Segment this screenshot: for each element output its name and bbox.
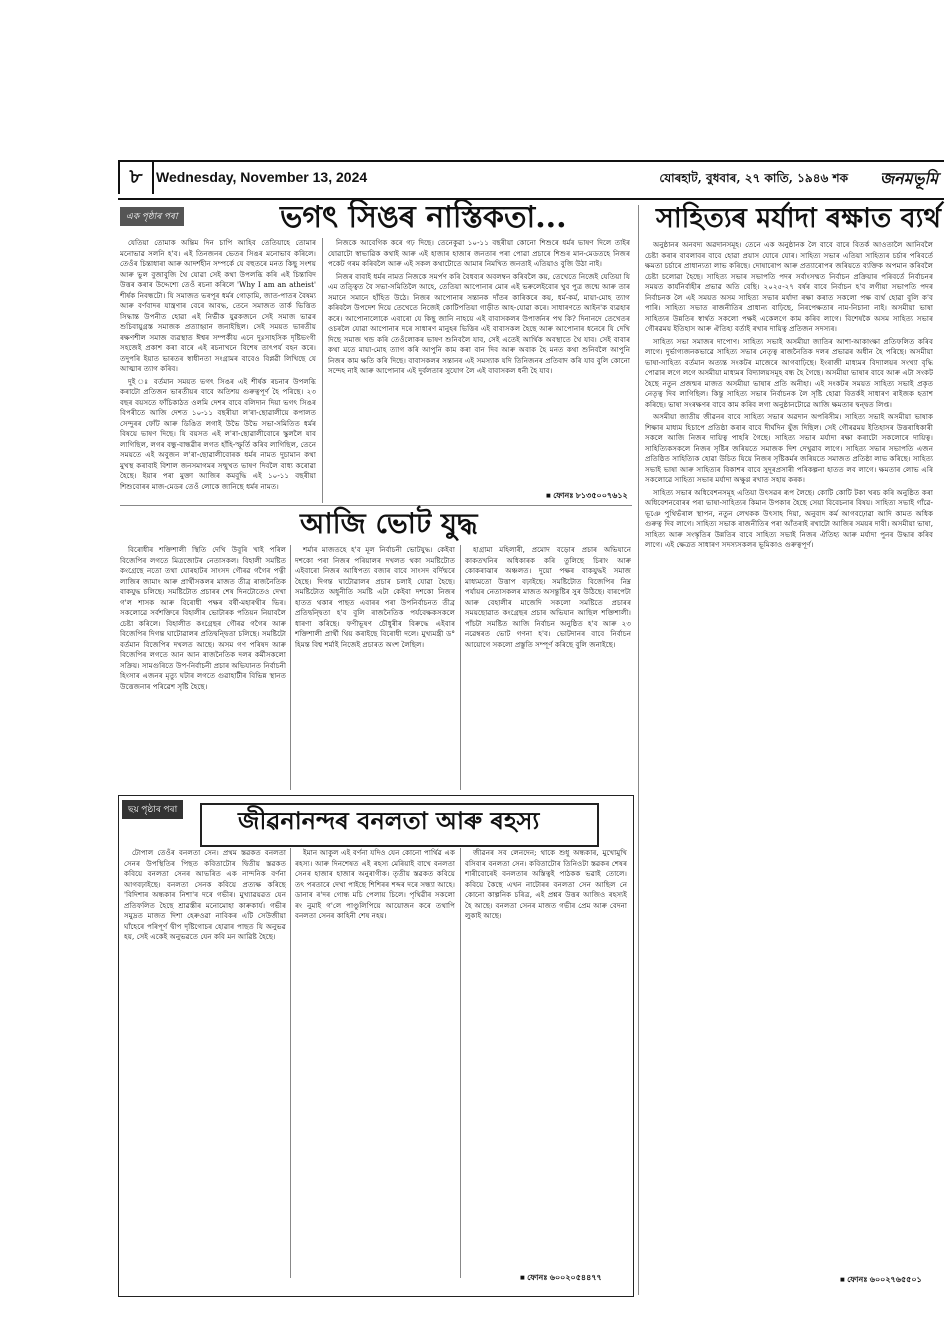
article1-contact: ■ ফোনঃ ৮১৩৫০০৭৬১২ [546, 491, 628, 500]
column-rule [290, 545, 291, 790]
article3-headline: আজি ভোট যুদ্ধ [300, 507, 478, 540]
article1-contact-text: ফোনঃ ৮১৩৫০০৭৬১২ [553, 491, 628, 500]
header-date: Wednesday, November 13, 2024 [156, 169, 368, 185]
article1-column-2 [328, 238, 630, 488]
header-local-date: যোৰহাট, বুধবাৰ, ২৭ কাতি, ১৯৪৬ শক [659, 171, 848, 185]
article2-paragraph: অনুষ্ঠানৰ অনবদ্য অৱদানসমূহ। তেনে এক অনুষ্ঠানক লৈ বাবে বাৰে বিতৰ্ক আওতালৈ আনিবলৈ চেষ্টা কৰাৰ বাবলাবৰ বাবে হোৱা প্ৰয়াস যোৰে যোৰ। সাহিত্য সভাৰ এতিয়া সাহিত্যৰ চৰ্চাৰ পৰিবৰ্তে ক্ষমতা চৰ্চাৰে প্ৰাধান্যতা লাভ কৰিছে। দোষাৰোপ আৰু প্ৰত্যাৰোপৰ জৰিয়তে ব্যক্তিক অপমান কৰিবলৈ চেষ্টা চলোৱা হৈছে। সাহিত্য সভাৰ সভাপতি পদৰ সৰ্বাংসম্মত নিৰ্বাচন প্ৰক্ৰিয়াৰ পৰিবৰ্তে নিৰ্বাচনৰ সময়ত কাৰ্যনিৰ্বাহীৰ প্ৰভাৱ অতি বেছি। ২০২৫-২৭ বৰ্ষৰ বাবে নিৰ্বাচন হ'ব লগীয়া সভাপতি পদৰ নিৰ্বাচনক লৈ এই সময়ত অসম সাহিত্য সভাৰ মৰ্যাদা ৰক্ষা কৰাত সকলো পক্ষ ব্যৰ্থ হোৱা বুলি ক'ব পাৰি। সাহিত্য সভাত ৰাজনীতিৰ প্ৰাধান্য বাঢ়িছে, নিৰপেক্ষতাৰ নাম-নিচানা নাই। অসমীয়া ভাষা সাহিত্যৰ উন্নতিৰ স্বাৰ্থত সকলো পক্ষই একেলগে কাম কৰিব লাগে। বিশেষকৈ অসম সাহিত্য সভাৰ গৌৰৱময় ইতিহাস আৰু ঐতিহ্য বৰ্তাই ৰখাৰ দায়িত্ব প্ৰতিজন সদস্যৰ। [645, 240, 933, 333]
masthead-logo: জনমভূমি [879, 169, 938, 188]
article3-column-2 [295, 545, 455, 790]
article2-contact: ■ ফোনঃ ৬০০২৭৬৫৫০১ [840, 1275, 922, 1284]
section-rule [120, 505, 632, 506]
article2-headline: সাহিত্যৰ মৰ্যাদা ৰক্ষাত ব্যৰ্থ [656, 203, 941, 234]
article1-paragraph: নিজকে আবেগিক কৰে গঢ় দিছে। তেনেকুৱা ১০-১১ বছৰীয়া কোনো শিশুৰে ধৰ্মৰ ভাষণ দিলে তাইৰ যোৱাটো স্বাভাৱিক কথাই আৰু এই হাজাৰ হাজাৰ জনতাৰ পৰা পোৱা প্ৰচাৰে শিশুৰ মান-মেডতহে নিজৰ পকেট গৰম কৰিবলৈ আৰু এই সকল কথাটোতে আমাৰ নিমখিত জনতাই এতিয়াও বুজি উঠা নাই। [328, 238, 630, 268]
article1-paragraph: যেতিয়া তোমাক অন্তিম দিন চাপি আহিব তেতিয়াহে তোমাৰ মনোভাৱ সলনি হ'ব। এই তিনজনৰ ভেতৰ সিঙৰ মনোভাব কৰিলে। তেওঁৰ চিন্তাধাৰা আৰু আদৰ্শহীন সম্পৰ্কে যে বহুতৰে মনত কিছু সংশয় আৰু ভুল বুজাবুজি থৈ যোৱা সেই কথা উপলব্ধি কৰি এই চিন্তাবিদ উত্তৰ কৰাৰ উদ্দেশ্যে তেওঁ ৰচনা কৰিলে 'Why I am an atheist' শীৰ্ষক নিবন্ধটো। যি সমাজত ভৰপূৰ ধৰ্মৰ গোড়ামি, জাত-পাতৰ বৈষম্য আৰু বৰ্ণবাদৰ যান্ত্ৰণাৰ বেৰে আবদ্ধ, তেনে সমাজত তাৰ্ক ভিত্তিত সিদ্ধান্ত উপনীত হোৱা এই নিৰ্ভীক যুৱকজনে সেই সমাজ ভাৱৰ শুচিবায়ুগ্ৰস্ত সমাজক প্ৰত্যাহ্বান জনাইছিল। সেই সময়ত ভাৰতীয় ৰক্ষণশীল সমাজ ব্যৱস্থাত ঈশ্বৰ সম্পৰ্কীয় এনে দুঃসাহসিক দৃষ্টিভংগী সহজেই প্ৰকাশ কৰা বাৰে এই ৰচনাখনে বিশেষ তাৎপৰ্য বহন কৰে। তদুপৰি ইয়াত ভাৰতৰ স্বাধীনতা সংগ্ৰামৰ বাবেও বিপ্লৱী লিখিছে যে আত্মাৰ ত্যাগ কৰিব। [120, 238, 316, 373]
article1-column-1 [120, 238, 316, 510]
column-rule [460, 848, 461, 1278]
article1-paragraph: দুই ঃ বৰ্তমান সময়ত ভগৎ সিঙৰ এই শীৰ্ষক ৰচনাৰ উপলব্ধি কৰাটো প্ৰতিজন ভাৰতীয়ৰ বাবে অতিশয় গুৰুত্বপূৰ্ণ হৈ পৰিছে। ২৩ বছৰ বয়সতে ফাঁচিকাঠত ওলমি দেশৰ বাবে বলিদান দিয়া ভগৎ সিঙৰ বিপৰীতে আজি দেশত ১০-১১ বছৰীয়া ল'ৰা-ছোৱালীয়ে কপালত সেন্দুৰৰ ফোঁট আৰু ডিঙিত লগাই উভৈ উভৈ সভা-সমিতিত ধৰ্মৰ বিষয়ে ভাষণ দিছে। যি বয়সত এই ল'ৰা-ছোৱালীবোৰে স্কুললৈ যাব লাগিছিল, লগৰ বন্ধু-বান্ধৱীৰ লগত হাঁহি-স্ফূৰ্তি কৰিব লাগিছিল, তেনে সময়তে এই অবুজন ল'ৰা-ছোৱালীবোৰক ধৰ্মৰ নামত দুচামান কথা মুখস্থ কৰাবাই বিশাল জনসমাগমৰ সন্মুখত ভাষণ দিবলৈ বাধ্য কৰোৱা হৈছে। ইয়াৰ পৰা মুক্তা আজিৰ কমবুদ্ধি এই ১০-১১ বছৰীয়া শিশুবোৰৰ মাজ-মেডৰ তেওঁ লোকে জানিছে ধৰ্মৰ নামত। [120, 376, 316, 491]
article2-paragraph: অসমীয়া জাতীয় জীৱনৰ বাবে সাহিত্য সভাৰ অৱদান অপৰিসীম। সাহিত্য সভাই অসমীয়া ভাষাক শিক্ষাৰ মাধ্যম হিচাপে প্ৰতিষ্ঠা কৰাৰ বাবে দীৰ্ঘদিন যুঁজ দিছিল। সেই গৌৰৱময় ইতিহাসৰ উত্তৰাধিকাৰী সকলে আজি নিজৰ দায়িত্ব পাহৰি গৈছে। সাহিত্য সভাৰ মৰ্যাদা ৰক্ষা কৰাটো সকলোৰে দায়িত্ব। সাহিত্যিকসকলে নিজৰ সৃষ্টিৰ জৰিয়তে সমাজক দিশ দেখুৱাব লাগে। সাহিত্য সভাৰ সভাপতি এজন প্ৰতিষ্ঠিত সাহিত্যিক হোৱা উচিত যিয়ে নিজৰ সৃষ্টিকৰ্মৰ জৰিয়তে সমাজত প্ৰতিষ্ঠা লাভ কৰিছে। সাহিত্য সভাই ভাষা আৰু সাহিত্যৰ বিকাশৰ বাবে সুদূৰপ্ৰসাৰী পৰিকল্পনা হাতত লব লাগে। ক্ষমতাৰ লোভ এৰি সকলোৱে সাহিত্য সভাৰ মৰ্যাদা অক্ষুণ্ণ ৰখাত সহায় কৰক। [645, 412, 933, 484]
article4-column-3 [465, 848, 627, 1258]
article1-paragraph: নিজৰ বাবাই ধৰ্মৰ নামত নিজকে সমৰ্পণ কৰি বৈধব্যৰ অবলম্বন কৰিবলৈ কয়, তেখেতে নিজেই যেতিয়া যি এম তত্ত্বিত বৈ সভা-সমিতিলৈ আহে, তেতিয়া আপোনাৰ মোৰ এই ভৰুলেইবোৰ খুব পুত্ৰ জন্মে আৰু তাৰ সমানে সমানে হাঁহিত উঠে। নিজৰ আপোনাৰ সন্তানক দাঁতৰ কাৰিকৰে কয়, ধৰ্ম-কৰ্ম, মায়া-মোহ ত্যাগ কৰিবলৈ উপদেশ দিয়ে তেখেতে নিজেই কোটিপতিয়া গাড়ীত আহ-যোৱা কৰে। সাধাৰণতে আইন'ক ব্যৱহাৰ কৰে। আপোনালোকে এবাৰো যে কিছু জানি নাহয়ে এই বাবাসকলৰ উপাৰ্জনৰ পথ কি? দিনানদে তেখেতৰ ওচৰলৈ যোৱা আপোনাৰ দৰে সাধাৰণ মানুহৰ ভিত্তিৰ এই বাবাসকল হৈছে আৰু আপোনাৰ ধনেৰে যি দেখি দিছে সমাজ খন্ড কৰি তেওঁলোকৰ ভাষণ শুনিবলৈ যাব, সেই এতেই আৰ্থিক অবস্থাতে থৈ যাব। সেই বাবাৰ কথা মতে মায়া-মোহ ত্যাগ কৰি আপুনি কাম কৰা বান দিব আৰু অবাক হৈ মনত কথা শুনিবলৈ আপুনি নিজৰ কাম ক্ষতি কৰি দিছে। বাবাসকলৰ সন্তানৰ এই সমস্যাক যদি তিনিজনৰ প্ৰতিবাদ কৰি যাব বুলি কোনো সন্দেহ নাই আৰু আপোনাৰ এই দুৰ্বলতাৰ সুযোগ লৈ এই বাবাসকল ধনী হৈ যাব। [328, 271, 630, 375]
article4-headline: জীৱনানন্দৰ বনলতা আৰু ৰহস্য [238, 806, 540, 835]
article3-paragraph: বিৰোধীৰ শক্তিশালী স্থিতি দেখি উবুৰি খাই পৰিল বিজেপিৰ লগতে মিত্ৰজোটৰ নেতাসকল। বিহালী সমষ্টিত কংগ্ৰেছে নতো তথা যোৰহাটৰ সাংসদ গৌৰৱ গগৈৰ পত্নী লাজিৰ জামাং আৰু প্ৰাৰ্থীসকলৰ মাজত তীব্ৰ ৰাজনৈতিক বাকযুদ্ধ চলিছে। সমষ্টিটোত প্ৰচাৰৰ শেষ দিনটোতেও দেখা গ'ল শাসক আৰু বিৰোধী পক্ষৰ বৰ্ষী-মহাৰথীৰ ভিৰ। সকলোৱে সৰ্বশক্তিৰে বিহালীৰ ভোটাৰক পতিয়ন নিয়াবলৈ চেষ্টা কৰিলে। বিহালীত কংগ্ৰেছৰ গৌৰৱ গগৈৰ আৰু বিজেপিৰ দিগন্ত ঘাটোৱালৰ প্ৰতিদ্বন্দ্বিতা চলিছে। সমষ্টিটো বৰ্তমান বিজেপিৰ দখলত আছে। অসম গণ পৰিষদ আৰু বিজেপিৰ লগতে আন আন ৰাজনৈতিক দলৰ কৰ্মীসকলো সক্ৰিয়। সামগুৰিতে উপ-নিৰ্বাচনী প্ৰচাৰ অভিযানত নিৰ্বাচনী হিংসাৰ এজনৰ মৃত্যু ঘটাৰ লগতে গুৱাহাটীৰ বিভিন্ন স্থানত উত্তেজনাৰ পৰিৱেশ সৃষ্টি হৈছে। [120, 545, 286, 691]
article4-contact: ■ ফোনঃ ৬০০২০৫৪৪৭৭ [520, 1273, 602, 1282]
article4-paragraph: ইমান আকুল এই বৰ্ণনা যদিও যেন কোনো পাৰ্থিৱ এক ৰহস্য। আৰু দিনশেষত এই ৰহস্য মেৰিয়াই বাখে বনলতা সেনৰ হাজাৰ হাজাৰ অনুৰাগীক। তৃতীয় স্তৱকত কবিয়ে তৎ পৰতাৰে দেখা পাইছে শিশিৰৰ শব্দৰ দৰে সন্ধ্যা আহে। ডানাৰ ৰ'দৰ গোন্ধ মচি পেলায় চিলে। পৃথিৱীৰ সকলো ৰং নুমাই গ'লে পাণ্ডুলিপিয়ে আয়োজন কৰে তথাপি বনলতা সেনৰ কাহিনী শেষ নহয়। [295, 848, 455, 920]
column-rule [322, 238, 323, 503]
article4-column-2 [295, 848, 455, 1288]
article4-kicker: ছয় পৃষ্ঠাৰ পৰা [122, 800, 183, 819]
article3-paragraph: শৰ্মাৰ মাজতহে হ'ব মূল নিৰ্বাচনী ভোটযুদ্ধ। কেইবা দশকো পৰা নিজৰ পৰিয়ালৰ দখলত থকা সমষ্টিটোত এইবাৰো নিজৰ আধিপত্য বজাৰ বাবে সাংসদ বৰ্দিন্মৰে হৈছে। দিগন্ত ঘাটোৱালৰ প্ৰচাৰ চলাই যোৱা হৈছে। সমষ্টিটোত অধুনীতি সমষ্টি এটা কেইবা দশকো নিজৰ হাতত থকাৰ পাছত এবাৰৰ পৰা উপনিৰ্বাচনত তীব্ৰ প্ৰতিদ্বন্দ্বিতা হ'ব বুলি ৰাজনৈতিক পৰ্যবেক্ষকসকলে ধাৰণা কৰিছে। ফণীভূষণ চৌধুৰীৰ বিৰুদ্ধে এইবাৰ শক্তিশালী প্ৰাৰ্থী থিয় কৰাইছে বিৰোধী দলে। মুখ্যমন্ত্ৰী ড° হিমন্ত বিশ্ব শৰ্মাই নিজেই প্ৰচাৰত অংশ লৈছিল। [295, 545, 455, 649]
article4-paragraph: জীৱনৰ সব লেনদেন; থাকে শুধু অন্ধকাৰ, মুখোমুখি বসিবাৰ বনলতা সেন। কবিতাটোৰ তিনিওটা স্তৱকৰ শেষৰ শাৰীবোৰেই বনলতাৰ অস্তিত্বই পাঠকক ভৱাই তোলে। কবিয়ে কৈছে এখন নাটোৰৰ বনলতা সেন আছিল নে কোনো কাল্পনিক চৰিত্ৰ, এই প্ৰশ্নৰ উত্তৰ আজিও ৰহস্যই হৈ আছে। বনলতা সেনৰ মাজত গভীৰ প্ৰেম আৰু বেদনা লুকাই আছে। [465, 848, 627, 920]
article1-headline: ভগৎ সিঙৰ নাস্তিকতা... [280, 200, 567, 235]
column-rule [460, 545, 461, 790]
article2-paragraph: সাহিত্য সভা সমাজৰ দাপোণ। সাহিত্য সভাই অসমীয়া জাতিৰ আশা-আকাংক্ষা প্ৰতিফলিত কৰিব লাগে। দুৰ্ভাগ্যজনকভাৱে সাহিত্য সভাৰ নেতৃত্ব ৰাজনৈতিক দলৰ প্ৰভাৱৰ অধীন হৈ পৰিছে। অসমীয়া ভাষা-সাহিত্য বৰ্তমান অত্যন্ত সংকটৰ মাজেৰে আগবাঢ়িছে। ইংৰাজী মাধ্যমৰ বিদ্যালয়ৰ সংখ্যা বৃদ্ধি পোৱাৰ লগে লগে অসমীয়া মাধ্যমৰ বিদ্যালয়সমূহ বন্ধ হৈ গৈছে। অসমীয়া ভাষাৰ বাবে আৰু এটা সংকট হৈছে নতুন প্ৰজন্মৰ মাজত অসমীয়া ভাষাৰ প্ৰতি অনীহা। এই সংকটৰ সময়ত সাহিত্য সভাই প্ৰকৃত নেতৃত্ব দিব লাগিছিল। কিন্তু সাহিত্য সভাৰ নিৰ্বাচনক লৈ সৃষ্টি হোৱা বিতৰ্কই সাধাৰণ ৰাইজক হতাশ কৰিছে। ভাষা সংৰক্ষণৰ বাবে কাম কৰিব লগা অনুষ্ঠানটোৱে আজি ক্ষমতাৰ দ্বন্দ্বত লিপ্ত। [645, 336, 933, 409]
article3-column-1 [120, 545, 286, 790]
article2-column [645, 240, 933, 1270]
section-divider [638, 205, 639, 1295]
article4-column-1 [124, 848, 286, 1288]
article4-paragraph: টোপাল তেওঁৰ বনলতা সেন। প্ৰথম স্তৱকত বনলতা সেনৰ উপস্থিতিৰ পিছত কবিতাটোৰ দ্বিতীয় স্তৱকত কবিয়ে বনলতা সেনৰ আভৰিত এক নান্দনিক বৰ্ণনা আগবঢ়াইছে। বনলতা সেনক কবিয়ে প্ৰত্যক্ষ কৰিছে 'বিদিশাৰ অন্ধকাৰ নিশা'ৰ দৰে গভীৰ। মুখ্যাৱয়ৱত যেন প্ৰতিফলিত হৈছে শ্ৰাৱস্তীৰ মনোমোহা কাৰুকাৰ্য। গভীৰ সমুদ্ৰত মাজত দিশা হেৰুওৱা নাবিকৰ এটি সেউজীয়া ঘাঁহেৰে পৰিপূৰ্ণ দ্বীপ দৃষ্টিগোচৰ হোৱাৰ পাছত যি অনুভৱ হয়, সেই একেই অনুভৱতে যেন কবি মন আৱিষ্ট হৈছে। [124, 848, 286, 941]
article3-paragraph: হাগ্ৰামা মহিলাৰী, প্ৰমোদ বড়োৰ প্ৰচাৰ অভিযানে কাকতখনিৰ অধিকাৰক কৰি তুলিছে চিৰাং আৰু কোকৰাঝাৰ অঞ্চলত। দুয়ো পক্ষৰ বাকযুদ্ধই সমাজ মাধ্যমতো উত্তাপ বঢ়াইছে। সমষ্টিটোত বিজেপিৰ নিম্ন পৰ্যায়ৰ নেতাসকলৰ মাজত অসন্তুষ্টিৰ সুৰ উঠিছে। বাৰপেটা আৰু বেহালীৰ মাজেদি সকলো সমষ্টিতে প্ৰচাৰৰ সময়ছোৱাত কংগ্ৰেছৰ প্ৰচাৰ অভিযান আছিল শক্তিশালী। পাঁচটা সমষ্টিত আজি নিৰ্বাচন অনুষ্ঠিত হ'ব আৰু ২৩ নৱেম্বৰত ভোট গণনা হ'ব। ভোটদানৰ বাবে নিৰ্বাচন আয়োগে সকলো প্ৰস্তুতি সম্পূৰ্ণ কৰিছে বুলি জনাইছে। [465, 545, 631, 649]
article2-paragraph: সাহিত্য সভাৰ অধিবেশনসমূহ এতিয়া উৎসৱৰ ৰূপ লৈছে। কোটি কোটি টকা খৰচ কৰি অনুষ্ঠিত কৰা অধিবেশনবোৰৰ পৰা ভাষা-সাহিত্যৰ কিমান উপকাৰ হৈছে সেয়া বিবেচনাৰ বিষয়। সাহিত্য সভাই গাঁৱে-ভূঞে পুথিভঁৰাল স্থাপন, নতুন লেখকক উৎসাহ দিয়া, অনুবাদ কৰ্ম আগবঢ়োৱা আদি কামত অধিক গুৰুত্ব দিব লাগে। সাহিত্য সভাক ৰাজনীতিৰ পৰা আঁতৰাই ৰখাটো আজিৰ সময়ৰ দাবী। অসমীয়া ভাষা, সাহিত্য আৰু সংস্কৃতিৰ উন্নতিৰ বাবে সাহিত্য সভাই নিজৰ ঐতিহ্য আৰু মৰ্যাদা পুনৰ উদ্ধাৰ কৰিব লাগে। এই ক্ষেত্ৰত সাধাৰণ সদস্যসকলৰ ভূমিকাও গুৰুত্বপূৰ্ণ। [645, 487, 933, 549]
page-number: ৮ [118, 162, 154, 194]
column-rule [290, 848, 291, 1278]
article3-column-3 [465, 545, 631, 790]
article1-kicker: এক পৃষ্ঠাৰ পৰা [120, 207, 184, 226]
page-header [118, 160, 944, 200]
article4-contact-text: ফোনঃ ৬০০২০৫৪৪৭৭ [527, 1273, 602, 1282]
article2-contact-text: ফোনঃ ৬০০২৭৬৫৫০১ [847, 1275, 922, 1284]
